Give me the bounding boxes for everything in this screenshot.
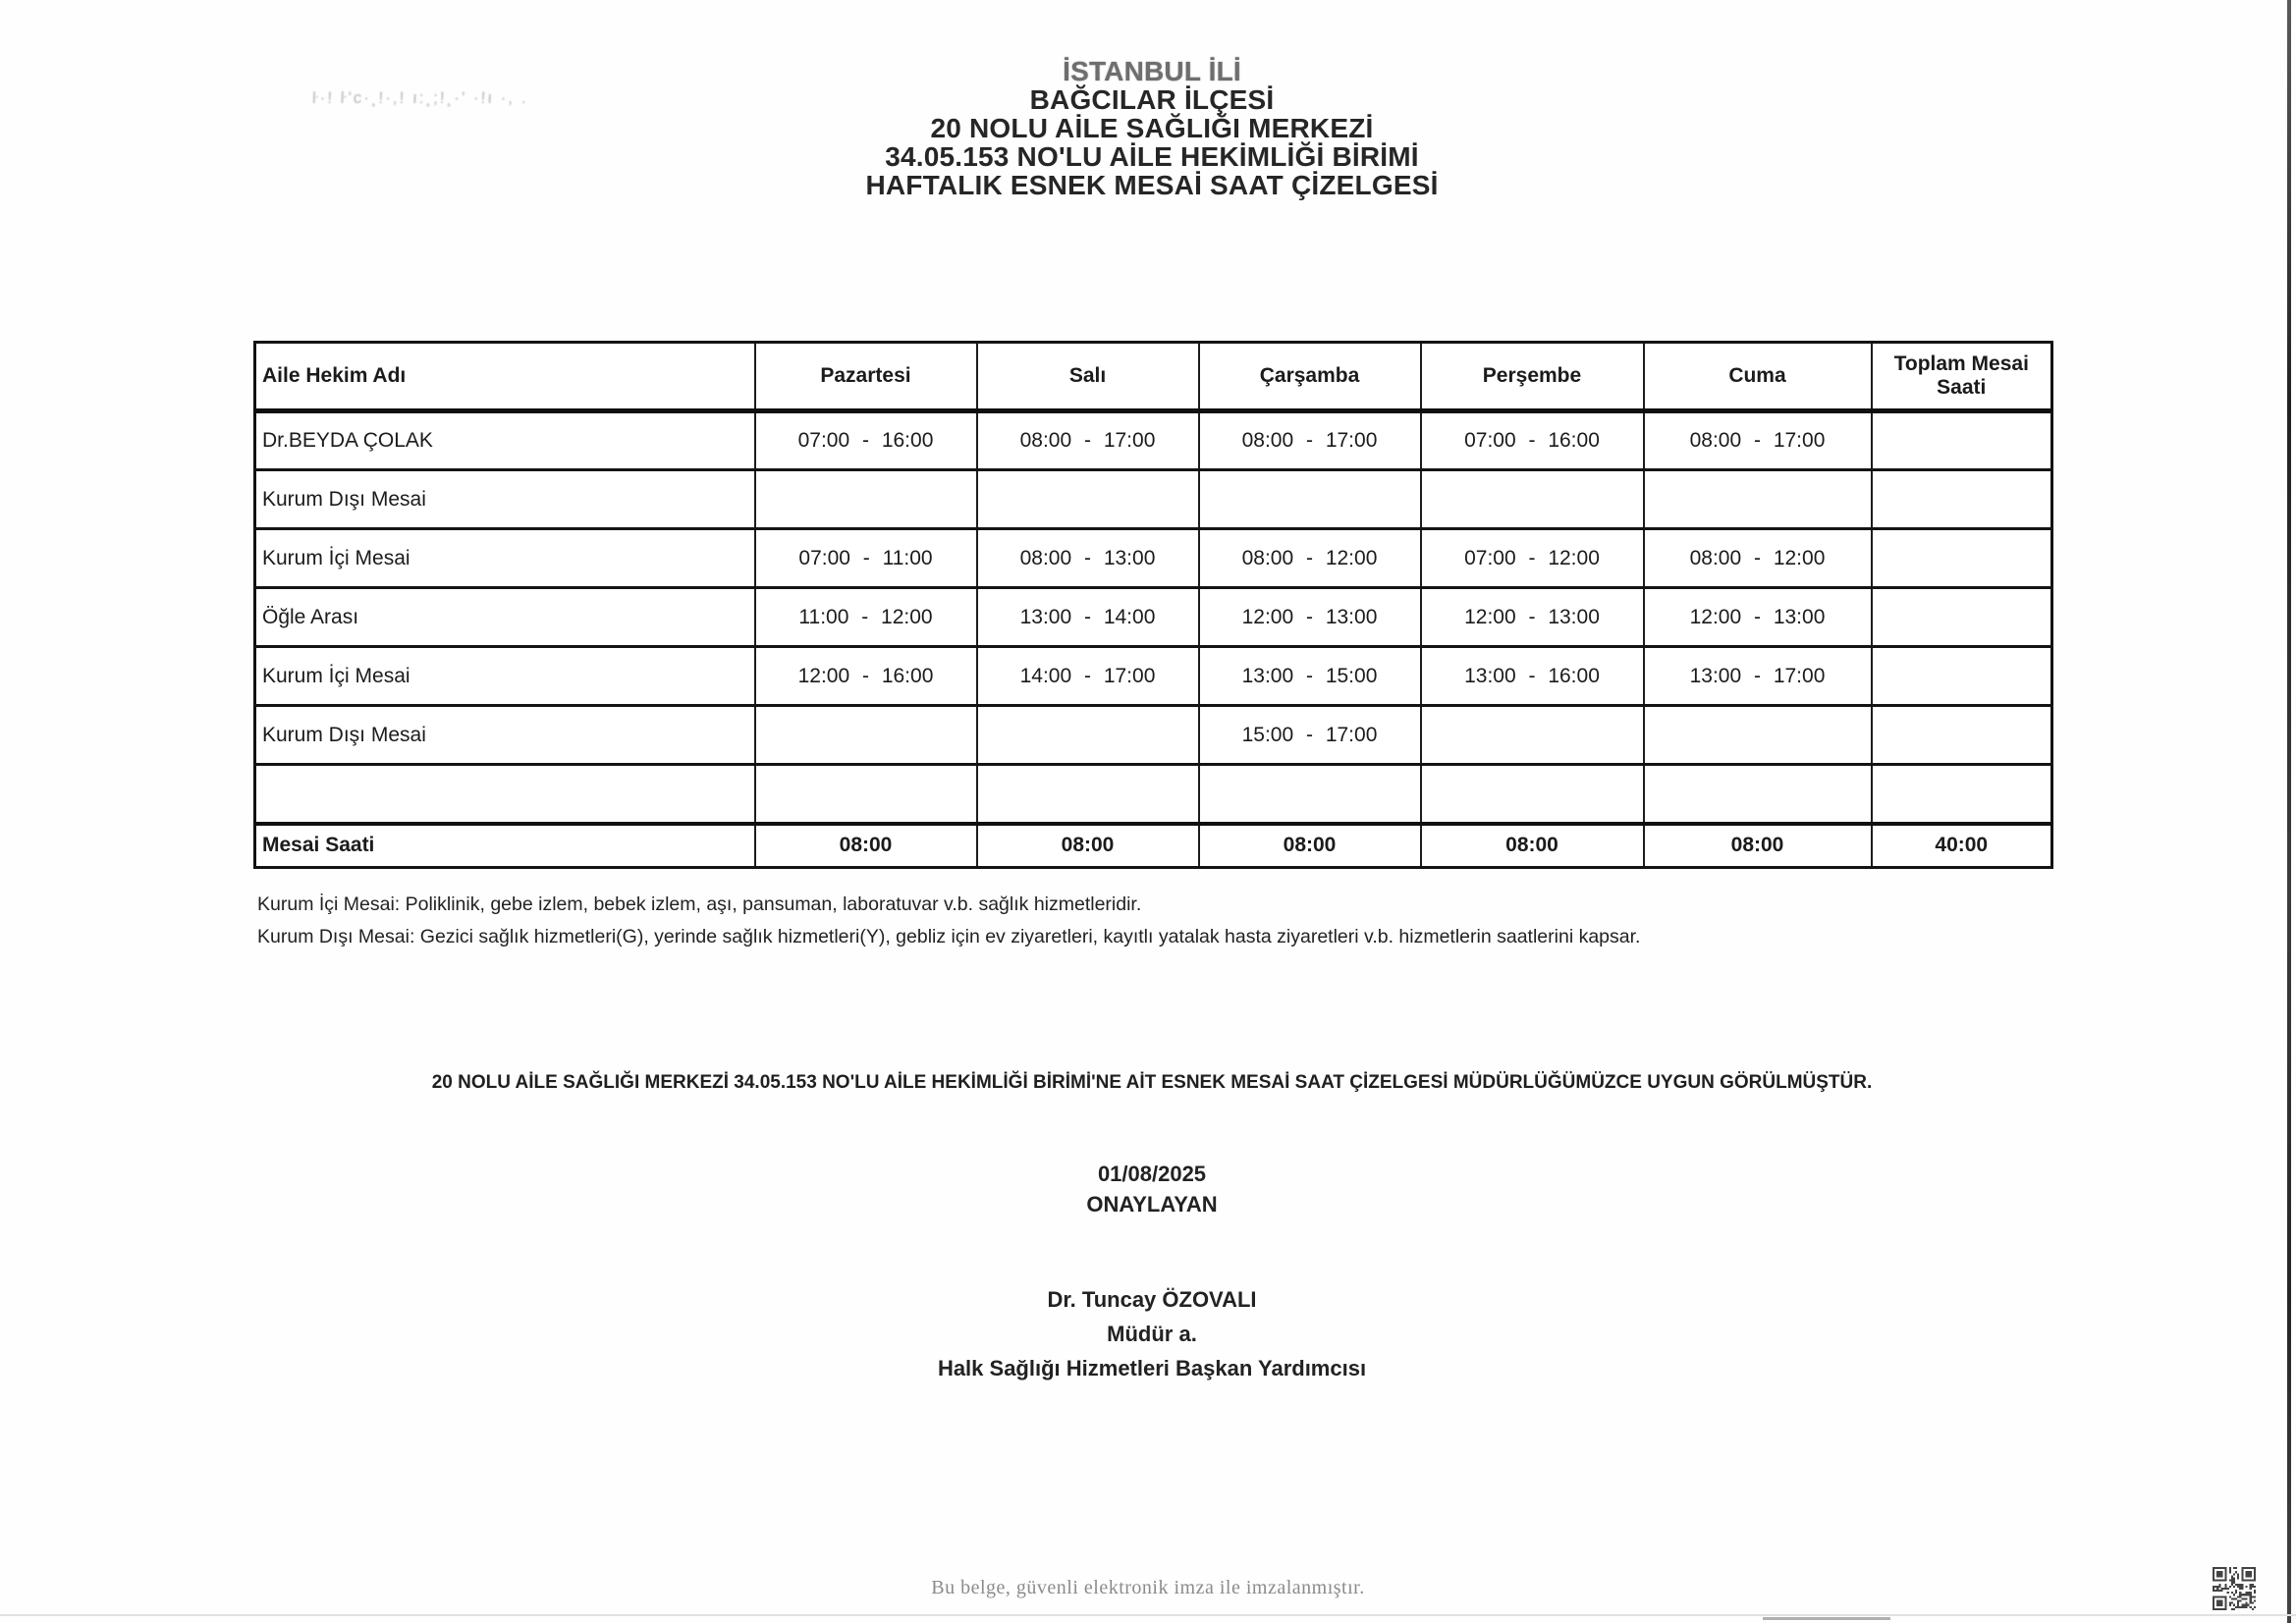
table-row xyxy=(255,765,2052,824)
schedule-cell xyxy=(755,706,977,765)
schedule-cell xyxy=(755,470,977,529)
scan-smudge: ŀ·! ŀ'c·¸!·,! ı:¸;!¸·' ·!ı ·, . xyxy=(311,88,528,107)
signer-role: Müdür a. xyxy=(1107,1322,1197,1346)
table-row xyxy=(255,529,2052,588)
schedule-cell: 14:00 - 17:00 xyxy=(977,647,1199,706)
schedule-cell: 08:00 - 17:00 xyxy=(1199,411,1421,470)
approval-statement: 20 NOLU AİLE SAĞLIĞI MERKEZİ 34.05.153 NO'LU AİLE HEKİMLİĞİ BİRİMİ'NE AİT ESNEK MESAİ SAAT ÇİZELGESİ MÜDÜRLÜĞÜMÜZCE UYGUN GÖRÜLMÜŞTÜR. xyxy=(431,1072,1873,1093)
schedule-cell xyxy=(1644,706,1872,765)
table-row xyxy=(255,588,2052,647)
column-header-monday: Pazartesi xyxy=(755,343,977,411)
schedule-cell xyxy=(977,765,1199,824)
row-label: Mesai Saati xyxy=(255,824,755,868)
approval-date: 01/08/2025 xyxy=(1097,1162,1207,1186)
row-label: Kurum İçi Mesai xyxy=(255,647,755,706)
schedule-cell: 08:00 xyxy=(1421,824,1644,868)
schedule-cell: 07:00 - 16:00 xyxy=(1421,411,1644,470)
schedule-cell: 08:00 - 12:00 xyxy=(1199,529,1421,588)
column-header-thursday: Perşembe xyxy=(1421,343,1644,411)
footnote-out-of-office: Kurum Dışı Mesai: Gezici sağlık hizmetleri(G), yerinde sağlık hizmetleri(Y), gebliz için ev ziyaretleri, kayıtlı yatalak hasta ziyaretleri v.b. hizmetlerin saatlerini kapsar. xyxy=(257,926,1641,947)
header-center: 20 NOLU AİLE SAĞLIĞI MERKEZİ xyxy=(930,113,1374,143)
schedule-cell xyxy=(977,706,1199,765)
schedule-cell xyxy=(1421,706,1644,765)
schedule-cell xyxy=(1872,647,2052,706)
header-unit: 34.05.153 NO'LU AİLE HEKİMLİĞİ BİRİMİ xyxy=(885,141,1419,172)
row-label: Öğle Arası xyxy=(255,588,755,647)
schedule-cell xyxy=(755,765,977,824)
column-header-tuesday: Salı xyxy=(977,343,1199,411)
column-header-doctor-name: Aile Hekim Adı xyxy=(255,343,755,411)
footnotes xyxy=(257,889,1927,953)
table-row xyxy=(255,647,2052,706)
schedule-cell: 13:00 - 17:00 xyxy=(1644,647,1872,706)
schedule-cell xyxy=(1644,470,1872,529)
row-label xyxy=(255,765,755,824)
row-label: Kurum Dışı Mesai xyxy=(255,470,755,529)
esignature-note: Bu belge, güvenli elektronik imza ile imzalanmıştır. xyxy=(931,1577,1365,1598)
row-label: Dr.BEYDA ÇOLAK xyxy=(255,411,755,470)
scan-bottom-line xyxy=(0,1614,2296,1616)
schedule-cell: 07:00 - 16:00 xyxy=(755,411,977,470)
schedule-cell: 15:00 - 17:00 xyxy=(1199,706,1421,765)
column-header-friday: Cuma xyxy=(1644,343,1872,411)
approval-date-block xyxy=(0,1159,2296,1219)
schedule-cell: 07:00 - 12:00 xyxy=(1421,529,1644,588)
qr-code-icon xyxy=(2213,1567,2256,1610)
scan-edge-line xyxy=(2287,0,2291,1623)
schedule-cell: 08:00 xyxy=(1644,824,1872,868)
schedule-cell xyxy=(1199,470,1421,529)
schedule-cell: 40:00 xyxy=(1872,824,2052,868)
schedule-cell: 12:00 - 13:00 xyxy=(1199,588,1421,647)
schedule-cell: 13:00 - 14:00 xyxy=(977,588,1199,647)
document-header xyxy=(0,57,2296,199)
schedule-cell xyxy=(1872,765,2052,824)
schedule-cell xyxy=(1199,765,1421,824)
schedule-cell: 12:00 - 13:00 xyxy=(1644,588,1872,647)
footnote-in-office: Kurum İçi Mesai: Poliklinik, gebe izlem, bebek izlem, aşı, pansuman, laboratuvar v.b. sağlık hizmetleridir. xyxy=(257,893,1142,915)
header-district: BAĞCILAR İLÇESİ xyxy=(1029,84,1275,115)
schedule-cell xyxy=(1872,470,2052,529)
schedule-cell: 08:00 - 12:00 xyxy=(1644,529,1872,588)
scan-bottom-segment xyxy=(1763,1617,1890,1620)
header-doc-title: HAFTALIK ESNEK MESAİ SAAT ÇİZELGESİ xyxy=(865,170,1439,200)
schedule-cell xyxy=(1644,765,1872,824)
signature-block xyxy=(0,1282,2296,1385)
signer-unit: Halk Sağlığı Hizmetleri Başkan Yardımcısı xyxy=(937,1356,1367,1380)
schedule-cell: 12:00 - 13:00 xyxy=(1421,588,1644,647)
row-label: Kurum Dışı Mesai xyxy=(255,706,755,765)
table-row xyxy=(255,706,2052,765)
schedule-cell xyxy=(1421,765,1644,824)
schedule-cell xyxy=(977,470,1199,529)
table-row xyxy=(255,470,2052,529)
schedule-table xyxy=(253,341,2053,869)
schedule-cell: 08:00 - 17:00 xyxy=(1644,411,1872,470)
schedule-cell: 08:00 xyxy=(1199,824,1421,868)
table-header-row xyxy=(255,343,2052,411)
schedule-cell: 08:00 xyxy=(977,824,1199,868)
schedule-cell: 08:00 - 13:00 xyxy=(977,529,1199,588)
schedule-cell xyxy=(1421,470,1644,529)
schedule-cell xyxy=(1872,411,2052,470)
table-row xyxy=(255,411,2052,470)
schedule-cell xyxy=(1872,706,2052,765)
schedule-cell: 11:00 - 12:00 xyxy=(755,588,977,647)
schedule-table-body xyxy=(255,411,2052,868)
row-label: Kurum İçi Mesai xyxy=(255,529,755,588)
approver-label: ONAYLAYAN xyxy=(1086,1192,1218,1217)
column-header-total-hours: Toplam Mesai Saati xyxy=(1872,343,2052,411)
header-province: İSTANBUL İLİ xyxy=(1063,56,1241,86)
schedule-cell: 13:00 - 15:00 xyxy=(1199,647,1421,706)
schedule-cell: 08:00 - 17:00 xyxy=(977,411,1199,470)
signer-name: Dr. Tuncay ÖZOVALI xyxy=(1047,1287,1257,1312)
column-header-wednesday: Çarşamba xyxy=(1199,343,1421,411)
schedule-cell: 13:00 - 16:00 xyxy=(1421,647,1644,706)
schedule-cell xyxy=(1872,588,2052,647)
schedule-cell: 07:00 - 11:00 xyxy=(755,529,977,588)
schedule-cell xyxy=(1872,529,2052,588)
table-row xyxy=(255,824,2052,868)
schedule-cell: 12:00 - 16:00 xyxy=(755,647,977,706)
schedule-cell: 08:00 xyxy=(755,824,977,868)
